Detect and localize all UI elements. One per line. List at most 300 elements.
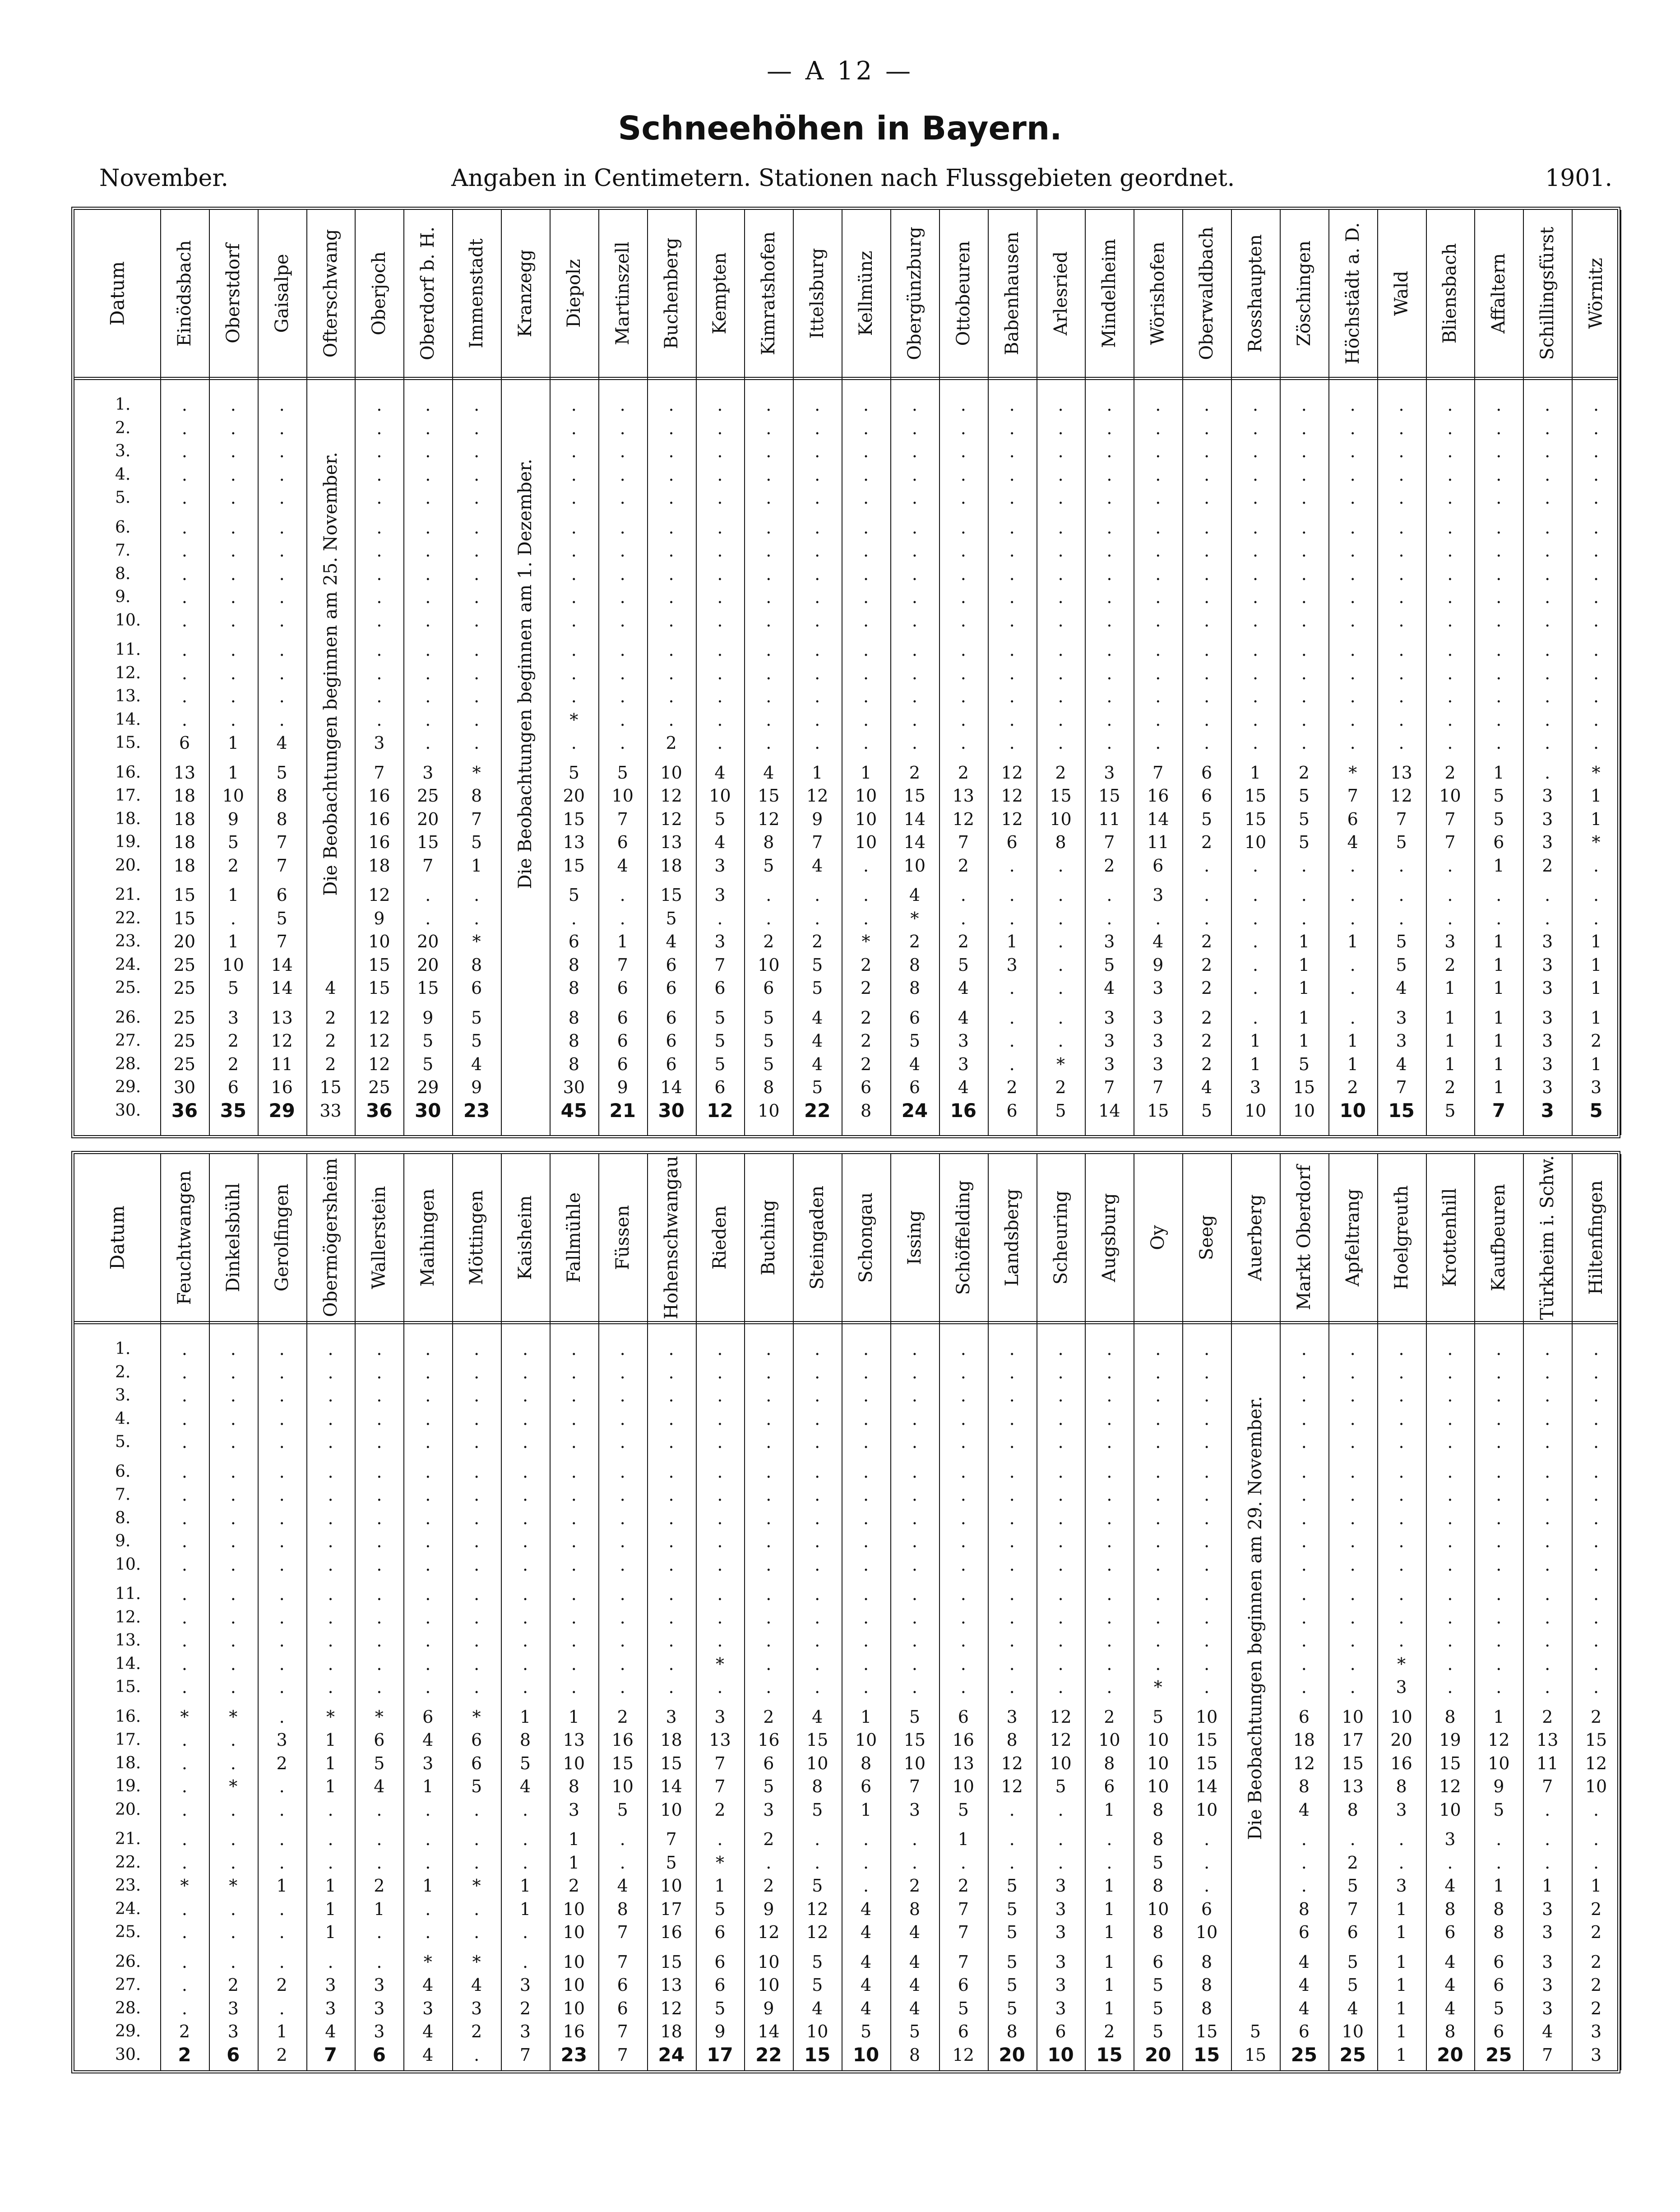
snow-depth-cell: 3	[1542, 1975, 1553, 1995]
snow-depth-cell: .	[1545, 1554, 1550, 1575]
day-label: 9.	[115, 588, 131, 606]
snow-depth-cell: .	[960, 640, 966, 660]
station-name: Krottenhill	[1439, 1188, 1461, 1287]
snow-depth-cell: 5	[1006, 1876, 1018, 1896]
snow-depth-cell: .	[425, 1432, 431, 1452]
snow-depth-cell: 7	[276, 932, 287, 951]
snow-depth-cell: 3	[1590, 2045, 1602, 2065]
snow-depth-cell: .	[1204, 464, 1210, 485]
snow-depth-cell: 5	[909, 1031, 921, 1051]
snow-depth-cell: .	[1009, 1386, 1015, 1405]
snow-depth-cell: 6	[1152, 1952, 1164, 1972]
snow-depth-cell: .	[1204, 1432, 1210, 1452]
snow-depth-cell: .	[474, 1432, 480, 1452]
snow-depth-cell: .	[328, 1508, 333, 1528]
snow-depth-cell: 10	[903, 855, 926, 876]
snow-depth-cell: .	[815, 1461, 820, 1482]
snow-depth-cell: 10	[1342, 1707, 1364, 1727]
snow-depth-cell: .	[863, 663, 869, 683]
snow-depth-cell: 8	[568, 955, 579, 975]
snow-depth-cell: 1	[1347, 932, 1358, 951]
snow-depth-cell: .	[230, 1952, 236, 1972]
snow-depth-cell: 18	[173, 809, 196, 829]
snow-depth-cell: 20	[999, 2043, 1025, 2066]
snow-depth-cell: .	[1545, 762, 1550, 783]
snow-depth-cell: .	[1155, 395, 1161, 415]
snow-depth-cell: .	[668, 541, 674, 561]
station-name: Oberdorf b. H.	[417, 226, 439, 361]
snow-depth-cell: 12	[952, 2045, 974, 2065]
snow-depth-cell: 8	[519, 1730, 531, 1750]
snow-depth-cell: 5	[714, 1031, 726, 1051]
day-label: 4.	[115, 465, 131, 484]
snow-depth-cell: .	[1545, 1386, 1550, 1405]
snow-depth-cell: .	[960, 418, 966, 438]
snow-depth-cell: 2	[325, 1031, 336, 1051]
snow-depth-cell: 5	[909, 2022, 921, 2041]
snow-depth-cell: .	[815, 1432, 820, 1452]
snow-depth-cell: .	[863, 517, 869, 538]
snow-depth-cell: 6	[666, 1031, 677, 1051]
snow-depth-cell: 24	[658, 2043, 685, 2066]
snow-depth-cell: .	[425, 1799, 431, 1820]
snow-depth-cell: 13	[952, 1753, 974, 1773]
snow-depth-cell: 15	[903, 786, 926, 806]
snow-depth-cell: .	[1058, 517, 1064, 538]
snow-depth-cell: *	[229, 1707, 238, 1727]
snow-depth-cell: 4	[909, 1952, 921, 1972]
snow-depth-cell: .	[279, 640, 285, 660]
snow-depth-cell: .	[1252, 610, 1259, 631]
snow-depth-cell: 8	[860, 1100, 872, 1121]
snow-depth-cell: .	[1058, 418, 1064, 438]
snow-depth-cell: *	[375, 1707, 384, 1727]
snow-depth-cell: .	[766, 1339, 772, 1359]
snow-depth-cell: .	[376, 686, 382, 706]
snow-depth-cell: .	[668, 1432, 674, 1452]
snow-depth-cell: 10	[758, 1100, 780, 1121]
station-column	[744, 1154, 794, 2070]
snow-depth-cell: 5	[1396, 832, 1407, 852]
snow-depth-cell: .	[1009, 1799, 1015, 1820]
snow-depth-cell: .	[1398, 610, 1404, 631]
snow-depth-cell: 3	[1055, 1899, 1066, 1919]
snow-depth-cell: .	[1350, 1432, 1356, 1452]
snow-depth-cell: 14	[903, 809, 926, 829]
snow-depth-cell: 3	[276, 1730, 287, 1750]
snow-depth-cell: 15	[563, 809, 585, 829]
snow-depth-cell: .	[717, 610, 723, 631]
snow-depth-cell: .	[1301, 610, 1307, 631]
snow-depth-cell: 5	[422, 1054, 434, 1074]
station-name: Rosshaupten	[1245, 234, 1266, 352]
snow-depth-cell: .	[1106, 1677, 1112, 1697]
snow-depth-cell: .	[863, 1531, 869, 1551]
snow-depth-cell: .	[1204, 1584, 1210, 1604]
snow-depth-cell: .	[620, 908, 625, 928]
snow-depth-cell: .	[181, 1776, 187, 1796]
snow-depth-cell: .	[230, 1386, 236, 1405]
snow-depth-cell: .	[1398, 1432, 1404, 1452]
snow-depth-cell: .	[1593, 1829, 1599, 1849]
station-column	[1037, 210, 1086, 1135]
day-label: 14.	[115, 710, 141, 729]
snow-depth-cell: 12	[758, 1922, 780, 1942]
snow-depth-cell: .	[1545, 1799, 1550, 1820]
snow-depth-cell: 7	[617, 955, 628, 975]
snow-depth-cell: .	[863, 733, 869, 753]
snow-depth-cell: .	[571, 1362, 577, 1382]
snow-depth-cell: .	[571, 564, 577, 584]
snow-depth-cell: 2	[958, 855, 969, 876]
snow-depth-cell: .	[279, 1654, 285, 1674]
snow-depth-cell: 15	[660, 1753, 682, 1773]
snow-depth-cell: .	[181, 1975, 187, 1995]
snow-depth-cell: .	[815, 587, 820, 607]
snow-depth-cell: 6	[617, 978, 628, 998]
snow-depth-cell: 8	[909, 978, 921, 998]
snow-depth-cell: 1	[1493, 1876, 1504, 1896]
snow-depth-cell: .	[815, 710, 820, 730]
snow-depth-cell: .	[960, 1584, 966, 1604]
snow-depth-cell: .	[376, 610, 382, 631]
snow-depth-cell: 6	[714, 1952, 726, 1972]
snow-depth-cell: .	[815, 733, 820, 753]
snow-depth-cell: .	[960, 908, 966, 928]
snow-depth-cell: 1	[276, 1876, 287, 1896]
snow-depth-cell: 5	[1104, 955, 1115, 975]
snow-depth-cell: 6	[763, 1753, 774, 1773]
snow-depth-cell: 1	[1104, 1899, 1115, 1919]
snow-depth-cell: 45	[560, 1099, 588, 1122]
snow-depth-cell: 4	[1444, 1975, 1456, 1995]
snow-depth-cell: 6	[1201, 762, 1213, 783]
station-name: Obergünzburg	[904, 227, 925, 360]
station-name: Issing	[904, 1210, 925, 1265]
snow-depth-cell: .	[1545, 587, 1550, 607]
snow-depth-cell: 20	[417, 955, 439, 975]
snow-depth-cell: .	[1593, 1362, 1599, 1382]
station-column	[1426, 1154, 1476, 2070]
snow-depth-cell: .	[1009, 395, 1015, 415]
snow-depth-cell: .	[717, 1461, 723, 1482]
snow-depth-cell: 5	[1152, 1975, 1164, 1995]
snow-depth-cell: .	[571, 418, 577, 438]
station-name: Immenstadt	[466, 238, 487, 348]
snow-depth-cell: .	[1252, 663, 1259, 683]
snow-depth-cell: 3	[1250, 1077, 1261, 1097]
day-label: 2.	[115, 418, 131, 437]
snow-depth-cell: .	[1496, 733, 1502, 753]
snow-depth-cell: .	[863, 1485, 869, 1505]
snow-depth-cell: 6	[1493, 1975, 1504, 1995]
snow-depth-cell: 8	[568, 1007, 579, 1028]
snow-depth-cell: .	[815, 908, 820, 928]
snow-depth-cell: 15	[368, 978, 390, 998]
snow-depth-cell: 2	[519, 1998, 531, 2018]
snow-depth-cell: .	[1398, 1554, 1404, 1575]
snow-depth-cell: .	[1350, 517, 1356, 538]
snow-depth-cell: .	[1058, 1677, 1064, 1697]
snow-depth-cell: .	[522, 1654, 528, 1674]
snow-depth-cell: 36	[366, 1099, 393, 1122]
page-number: — A 12 —	[766, 56, 914, 86]
snow-depth-cell: .	[1009, 1607, 1015, 1628]
snow-depth-cell: .	[717, 541, 723, 561]
snow-depth-cell: 7	[1104, 832, 1115, 852]
snow-depth-cell: 15	[1098, 786, 1120, 806]
day-label: 24.	[115, 1899, 141, 1918]
snow-depth-cell: .	[1301, 464, 1307, 485]
snow-depth-cell: 7	[958, 1899, 969, 1919]
snow-depth-cell: .	[1398, 733, 1404, 753]
snow-depth-cell: 6	[1055, 2022, 1066, 2041]
snow-depth-cell: 7	[1444, 809, 1456, 829]
snow-depth-cell: .	[181, 1531, 187, 1551]
snow-depth-cell: .	[1155, 1461, 1161, 1482]
snow-depth-cell: .	[863, 1409, 869, 1429]
snow-depth-cell: 5	[1298, 786, 1310, 806]
snow-depth-cell: 5	[812, 955, 823, 975]
snow-depth-cell: 3	[374, 2022, 385, 2041]
snow-depth-cell: 4	[1542, 2022, 1553, 2041]
snow-depth-cell: 4	[958, 1007, 969, 1028]
snow-depth-cell: .	[1545, 517, 1550, 538]
snow-depth-cell: 8	[568, 1031, 579, 1051]
snow-depth-cell: .	[474, 1899, 480, 1919]
day-label: 25.	[115, 978, 141, 997]
snow-depth-cell: 3	[714, 885, 726, 905]
day-label: 4.	[115, 1409, 131, 1428]
snow-depth-cell: .	[1155, 1386, 1161, 1405]
snow-depth-cell: .	[1058, 1339, 1064, 1359]
snow-depth-cell: .	[328, 1386, 333, 1405]
snow-depth-cell: .	[279, 1922, 285, 1942]
snow-depth-cell: .	[960, 517, 966, 538]
snow-depth-cell: 1	[374, 1899, 385, 1919]
snow-depth-cell: .	[1350, 441, 1356, 461]
station-column	[1280, 1154, 1329, 2070]
snow-depth-cell: 2	[860, 978, 872, 998]
snow-depth-cell: .	[1398, 441, 1404, 461]
snow-depth-cell: .	[1350, 418, 1356, 438]
snow-depth-cell: .	[376, 1432, 382, 1452]
snow-depth-cell: .	[1009, 541, 1015, 561]
snow-depth-cell: 2	[860, 1031, 872, 1051]
snow-depth-cell: 4	[812, 1998, 823, 2018]
snow-depth-cell: .	[474, 1852, 480, 1873]
station-name: Kaisheim	[514, 1195, 536, 1280]
snow-depth-cell: 16	[950, 1099, 977, 1122]
snow-depth-cell: .	[1106, 1432, 1112, 1452]
snow-depth-cell: .	[279, 1432, 285, 1452]
snow-depth-cell: *	[1592, 762, 1601, 783]
station-name: Martinszell	[612, 241, 633, 345]
snow-depth-cell: 4	[958, 1077, 969, 1097]
snow-depth-cell: .	[1447, 587, 1453, 607]
snow-depth-cell: .	[474, 441, 480, 461]
snow-depth-cell: .	[1496, 1432, 1502, 1452]
snow-depth-cell: 22	[804, 1099, 831, 1122]
snow-depth-cell: 8	[1006, 2022, 1018, 2041]
snow-depth-cell: .	[279, 663, 285, 683]
snow-depth-cell: .	[181, 1362, 187, 1382]
snow-depth-cell: 5	[227, 832, 239, 852]
snow-depth-cell: .	[1058, 932, 1064, 951]
snow-depth-cell: 5	[812, 1077, 823, 1097]
snow-depth-cell: 4	[1298, 1975, 1310, 1995]
snow-depth-cell: .	[181, 564, 187, 584]
snow-depth-cell: 5	[1152, 1707, 1164, 1727]
snow-depth-cell: 2	[227, 1975, 239, 1995]
day-label: 7.	[115, 541, 131, 560]
snow-depth-cell: .	[1301, 395, 1307, 415]
snow-depth-cell: .	[815, 686, 820, 706]
snow-depth-cell: 3	[1104, 762, 1115, 783]
snow-depth-cell: 1	[1396, 1899, 1407, 1919]
snow-depth-cell: .	[1058, 978, 1064, 998]
snow-depth-cell: .	[1106, 1584, 1112, 1604]
snow-depth-cell: .	[230, 1753, 236, 1773]
snow-depth-cell: 3	[227, 2022, 239, 2041]
snow-depth-cell: 2	[666, 733, 677, 753]
snow-depth-cell: 1	[568, 1852, 579, 1873]
day-label: 5.	[115, 488, 131, 507]
station-name: Wald	[1391, 271, 1412, 316]
snow-depth-cell: .	[1447, 663, 1453, 683]
snow-depth-cell: .	[1009, 855, 1015, 876]
snow-depth-cell: *	[569, 710, 579, 730]
snow-depth-cell: .	[571, 1584, 577, 1604]
station-column	[696, 210, 745, 1135]
snow-depth-cell: .	[1204, 1607, 1210, 1628]
snow-depth-cell: 6	[422, 1707, 434, 1727]
station-name: Ottobeuren	[953, 241, 974, 346]
snow-depth-cell: .	[620, 1362, 625, 1382]
snow-depth-cell: 1	[617, 932, 628, 951]
snow-depth-cell: .	[571, 1531, 577, 1551]
snow-depth-cell: 18	[660, 1730, 682, 1750]
snow-depth-cell: 3	[568, 1799, 579, 1820]
snow-depth-cell: 3	[714, 855, 726, 876]
snow-depth-cell: .	[1204, 441, 1210, 461]
snow-depth-cell: .	[620, 733, 625, 753]
snow-depth-cell: .	[1447, 464, 1453, 485]
snow-depth-cell: .	[1155, 418, 1161, 438]
snow-depth-cell: 9	[1493, 1776, 1504, 1796]
snow-depth-cell: .	[717, 1631, 723, 1651]
snow-depth-cell: 20	[417, 932, 439, 951]
snow-depth-cell: .	[279, 464, 285, 485]
snow-depth-cell: 5	[1396, 955, 1407, 975]
snow-depth-cell: .	[863, 418, 869, 438]
station-name: Gerolfingen	[271, 1183, 292, 1292]
snow-depth-cell: 10	[1195, 1922, 1218, 1942]
snow-depth-cell: .	[1593, 541, 1599, 561]
day-label: 27.	[115, 1031, 141, 1050]
snow-depth-cell: .	[1496, 1607, 1502, 1628]
snow-depth-cell: .	[1350, 610, 1356, 631]
snow-depth-cell: 3	[958, 1054, 969, 1074]
snow-depth-cell: .	[279, 1799, 285, 1820]
snow-depth-cell: .	[1204, 1461, 1210, 1482]
snow-depth-cell: 3	[1152, 1031, 1164, 1051]
snow-depth-cell: .	[425, 1339, 431, 1359]
snow-depth-cell: 4	[617, 855, 628, 876]
day-label: 18.	[115, 1753, 141, 1772]
snow-depth-cell: 12	[1001, 1753, 1023, 1773]
snow-depth-cell: .	[1204, 564, 1210, 584]
snow-depth-cell: 3	[909, 1799, 921, 1820]
snow-depth-cell: .	[181, 464, 187, 485]
snow-table-lower	[71, 1151, 1620, 2073]
snow-depth-cell: 5	[763, 1054, 774, 1074]
snow-depth-cell: 2	[763, 1707, 774, 1727]
snow-depth-cell: .	[912, 686, 917, 706]
snow-depth-cell: .	[1058, 1461, 1064, 1482]
snow-depth-cell: .	[1252, 418, 1259, 438]
snow-depth-cell: .	[960, 1677, 966, 1697]
snow-depth-cell: .	[1301, 564, 1307, 584]
snow-depth-cell: .	[1301, 1409, 1307, 1429]
snow-depth-cell: 3	[325, 1975, 336, 1995]
station-column	[1182, 210, 1232, 1135]
snow-depth-cell: .	[960, 541, 966, 561]
snow-depth-cell: .	[668, 663, 674, 683]
snow-depth-cell: 8	[1493, 1922, 1504, 1942]
snow-depth-cell: 4	[422, 2045, 434, 2065]
day-label: 12.	[115, 663, 141, 682]
snow-depth-cell: .	[1155, 1607, 1161, 1628]
snow-depth-cell: .	[815, 488, 820, 508]
snow-depth-cell: .	[474, 663, 480, 683]
snow-depth-cell: .	[1252, 908, 1259, 928]
station-column	[452, 210, 502, 1135]
snow-depth-cell: 5	[227, 978, 239, 998]
snow-depth-cell: .	[960, 1852, 966, 1873]
snow-depth-cell: 1	[1104, 1922, 1115, 1942]
snow-depth-cell: .	[1009, 1409, 1015, 1429]
snow-depth-cell: .	[376, 541, 382, 561]
day-label: 30.	[115, 1101, 141, 1120]
snow-depth-cell: 6	[617, 1975, 628, 1995]
snow-depth-cell: .	[1398, 541, 1404, 561]
station-column	[355, 210, 404, 1135]
snow-depth-cell: 15	[1147, 1100, 1169, 1121]
snow-depth-cell: 8	[1152, 1876, 1164, 1896]
snow-depth-cell: .	[1496, 418, 1502, 438]
snow-depth-cell: .	[1545, 733, 1550, 753]
snow-depth-cell: .	[668, 610, 674, 631]
snow-depth-cell: .	[1058, 441, 1064, 461]
snow-depth-cell: .	[815, 1386, 820, 1405]
day-label: 26.	[115, 1008, 141, 1027]
snow-depth-cell: 8	[909, 1899, 921, 1919]
snow-depth-cell: .	[1106, 441, 1112, 461]
snow-depth-cell: 13	[1342, 1776, 1364, 1796]
snow-depth-cell: .	[328, 1409, 333, 1429]
snow-depth-cell: .	[1155, 908, 1161, 928]
snow-depth-cell: .	[425, 663, 431, 683]
snow-depth-cell: .	[668, 1631, 674, 1651]
station-column	[1426, 210, 1476, 1135]
snow-depth-cell: .	[425, 1607, 431, 1628]
snow-depth-cell: *	[180, 1876, 189, 1896]
day-label: 8.	[115, 564, 131, 583]
station-name: Markt Oberdorf	[1293, 1165, 1314, 1310]
snow-depth-cell: 1	[1590, 932, 1602, 951]
snow-depth-cell: 15	[563, 855, 585, 876]
